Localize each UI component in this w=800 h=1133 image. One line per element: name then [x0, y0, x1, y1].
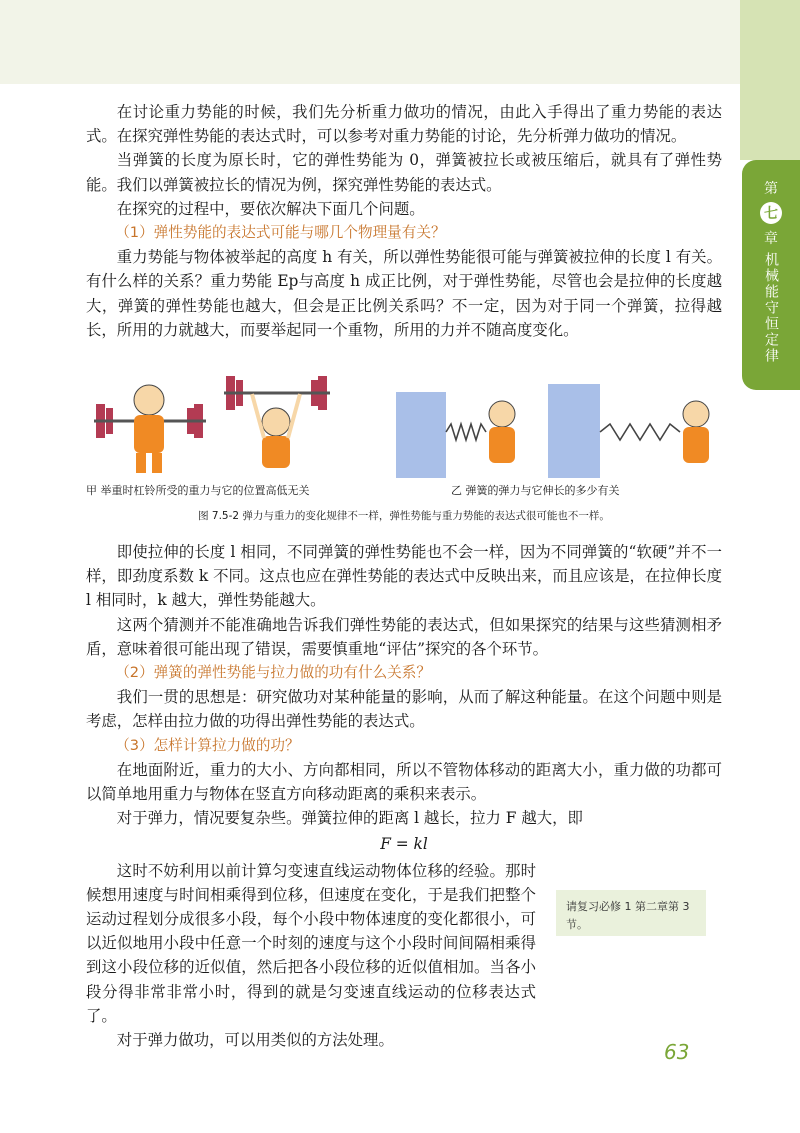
side-note: 请复习必修 1 第二章第 3 节。: [556, 890, 706, 936]
figure-label-right: 乙 弹簧的弹力与它伸长的多少有关: [451, 484, 620, 497]
figure-label-left: 甲 举重时杠铃所受的重力与它的位置高低无关: [86, 484, 310, 497]
margin-top-band: [740, 0, 800, 160]
paragraph: 对于弹力做功，可以用类似的方法处理。: [116, 1031, 394, 1050]
header-band: [0, 0, 740, 84]
chapter-title: 机械能守恒定律: [763, 252, 779, 364]
question-heading-3: （3）怎样计算拉力做的功？: [115, 736, 300, 754]
chapter-number: 七: [760, 202, 782, 224]
chapter-suffix: 章: [764, 231, 778, 247]
paragraph: 这两个猜测并不能准确地告诉我们弹性势能的表达式，但如果探究的结果与这些猜测相矛盾，意味着很可能出现了错误，需要慎重地“评估”探究的各个环节。: [86, 615, 722, 658]
question-heading-2: （2）弹簧的弹性势能与拉力做的功有什么关系？: [115, 664, 431, 682]
paragraph: 当弹簧的长度为原长时，它的弹性势能为 0，弹簧被拉长或被压缩后，就具有了弹性势能。我们以弹簧被拉长的情况为例，探究弹性势能的表达式。: [86, 151, 722, 194]
chapter-prefix: 第: [764, 181, 778, 197]
paragraph: 即使拉伸的长度 l 相同，不同弹簧的弹性势能也不会一样，因为不同弹簧的“软硬”并不一样，即劲度系数 k 不同。这点也应在弹性势能的表达式中反映出来，而且应该是，在拉伸长度 l 相同时，k 越大，弹性势能越大。: [86, 543, 722, 610]
body-top: [86, 100, 722, 342]
paragraph: 重力势能与物体被举起的高度 h 有关，所以弹性势能很可能与弹簧被拉伸的长度 l 有关。有什么样的关系？重力势能 Ep与高度 h 成正比例，对于弹性势能，尽管也会是拉伸的长度越大，弹簧的弹性势能也越大，但会是正比例关系吗？不一定，因为对于同一个弹簧，拉得越长，所用的力就越大，而要举起同一个重物，所用的力并不随高度变化。: [86, 248, 722, 339]
paragraph: 我们一贯的思想是：研究做功对某种能量的影响，从而了解这种能量。在这个问题中则是考虑，怎样由拉力做的功得出弹性势能的表达式。: [86, 688, 722, 731]
question-heading-1: （1）弹性势能的表达式可能与哪几个物理量有关？: [115, 224, 446, 242]
paragraph: 在探究的过程中，要依次解决下面几个问题。: [116, 199, 425, 218]
figure-illustration: [86, 372, 722, 482]
spring-stretch-illustration: [396, 384, 709, 478]
paragraph: 这时不妨利用以前计算匀变速直线运动物体位移的经验。那时候想用速度与时间相乘得到位移，但速度在变化，于是我们把整个运动过程划分成很多小段，每个小段中物体速度的变化都很小，可以近似地用小段中任意一个时刻的速度与这个小段时间间隔相乘得到这小段位移的近似值，然后把各小段位移的近似值相加。当各小段分得非常非常小时，得到的就是匀变速直线运动的位移表达式了。: [86, 861, 536, 1025]
page-number: 63: [664, 1040, 690, 1064]
formula: F = kl: [380, 835, 428, 854]
paragraph: 在讨论重力势能的时候，我们先分析重力做功的情况，由此入手得出了重力势能的表达式。在探究弹性势能的表达式时，可以参考对重力势能的讨论，先分析弹力做功的情况。: [86, 103, 722, 146]
paragraph: 对于弹力，情况要复杂些。弹簧拉伸的距离 l 越长，拉力 F 越大，即: [116, 809, 583, 828]
figure-caption: 图 7.5-2 弹力与重力的变化规律不一样，弹性势能与重力势能的表达式很可能也不一样。: [198, 510, 610, 522]
body-bottom: [86, 540, 722, 1052]
paragraph: 在地面附近，重力的大小、方向都相同，所以不管物体移动的距离大小，重力做的功都可以简单地用重力与物体在竖直方向移动距离的乘积来表示。: [86, 760, 722, 804]
chapter-tab: [742, 160, 800, 390]
weightlifter-high-illustration: [224, 376, 330, 468]
weightlifter-low-illustration: [94, 385, 206, 473]
